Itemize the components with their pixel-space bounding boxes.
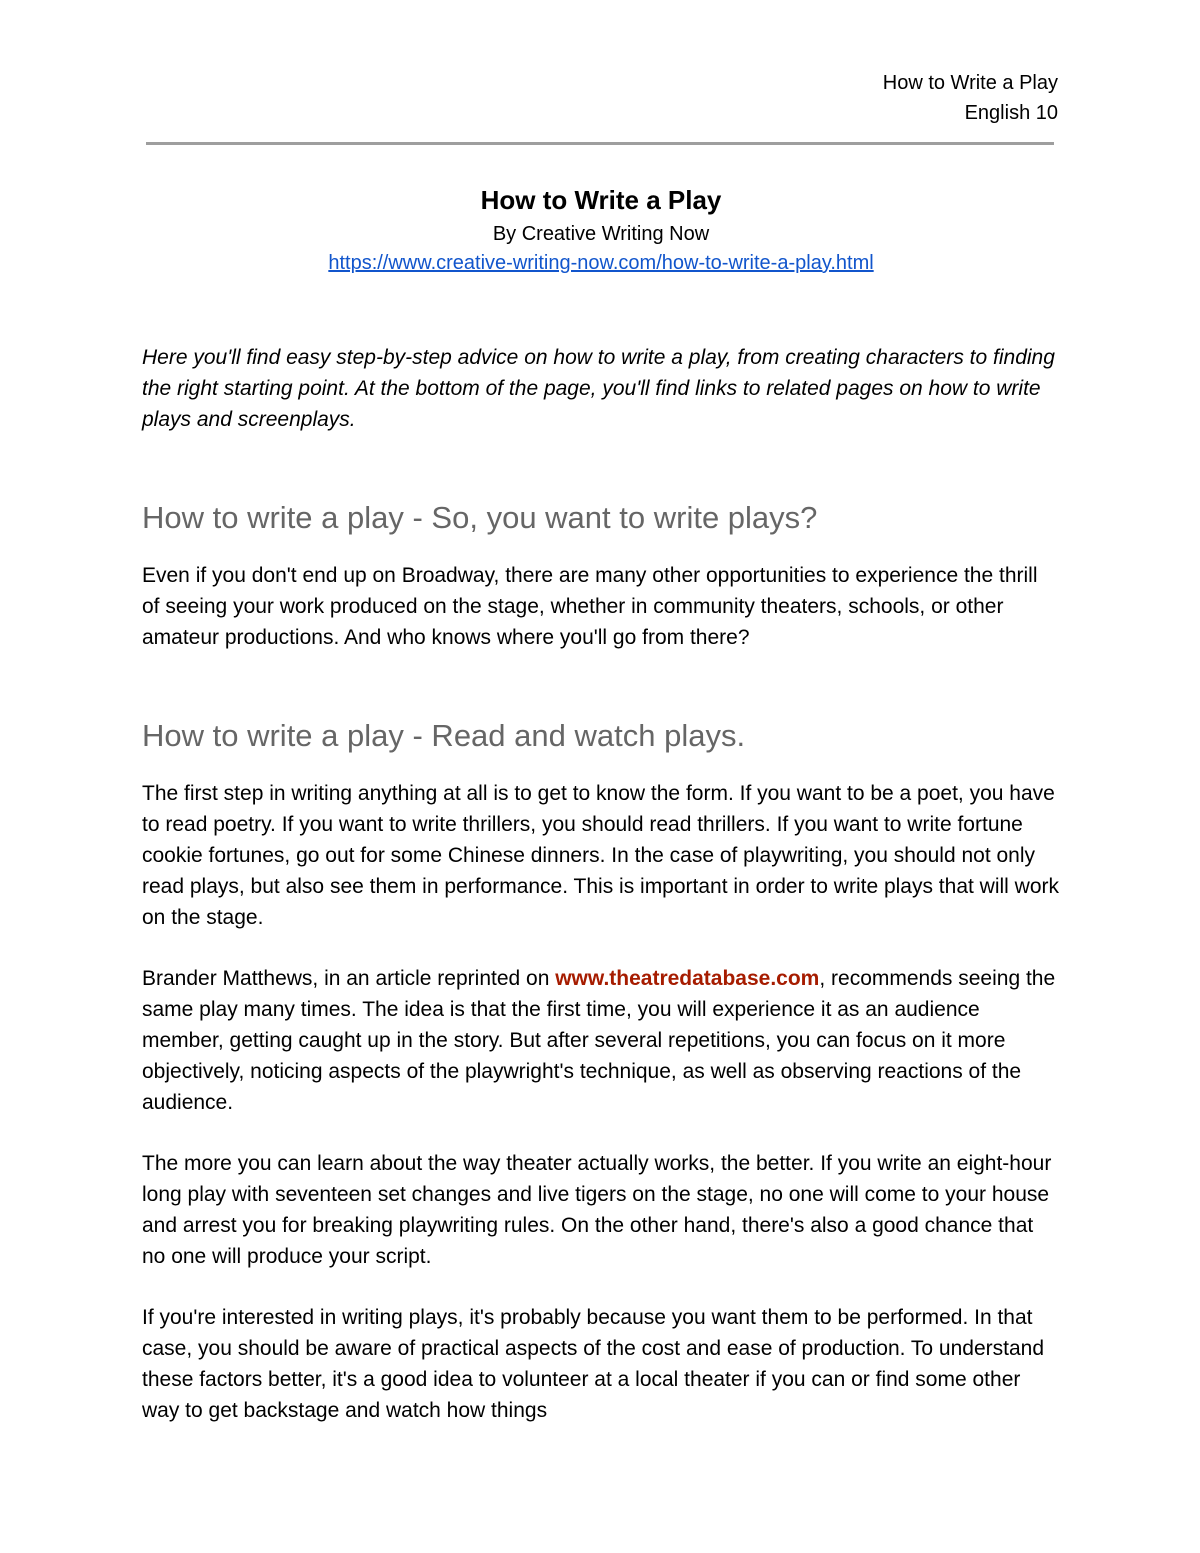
section-heading-want-to-write: How to write a play - So, you want to write plays? <box>142 500 818 535</box>
section2-paragraph-2 <box>142 963 1060 1118</box>
page-header <box>883 68 1058 128</box>
header-divider <box>146 142 1054 145</box>
section1-paragraph: Even if you don't end up on Broadway, there are many other opportunities to experience the thrill of seeing your work produced on the stage, whether in community theaters, schools, or other amateur productions. And who knows where you'll go from there? <box>142 564 1038 649</box>
section2-paragraph-1: The first step in writing anything at all is to get to know the form. If you want to be a poet, you have to read poetry. If you want to write thrillers, you should read thrillers. If you want to write fortune cookie fortunes, go out for some Chinese dinners. In the case of playwriting, you should not only read plays, but also see them in performance. This is important in order to write plays that will work on the stage. <box>142 782 1060 929</box>
intro-paragraph: Here you'll find easy step-by-step advice on how to write a play, from creating characters to finding the right starting point. At the bottom of the page, you'll find links to related pages on how to write plays and screenplays. <box>142 346 1055 431</box>
source-link[interactable]: https://www.creative-writing-now.com/how-to-write-a-play.html <box>328 252 874 274</box>
theatredatabase-link[interactable]: www.theatredatabase.com <box>555 967 820 990</box>
document-title: How to Write a Play <box>480 185 722 215</box>
section2-paragraph-4: If you're interested in writing plays, it's probably because you want them to be performed. In that case, you should be aware of practical aspects of the cost and ease of production. To understand these factors better, it's a good idea to volunteer at a local theater if you can or find some other way to get backstage and watch how things <box>142 1306 1045 1422</box>
section2-paragraph-3: The more you can learn about the way theater actually works, the better. If you write an eight-hour long play with seventeen set changes and live tigers on the stage, no one will come to your house and arrest you for breaking playwriting rules. On the other hand, there's also a good chance that no one will produce your script. <box>142 1152 1052 1268</box>
document-body <box>142 180 1060 1426</box>
header-course: English 10 <box>964 102 1058 124</box>
title-block <box>142 180 1060 278</box>
section-heading-read-and-watch: How to write a play - Read and watch plays. <box>142 718 746 753</box>
header-title: How to Write a Play <box>882 72 1058 94</box>
byline: By Creative Writing Now <box>492 223 710 245</box>
paragraph-text: , recommends seeing the same play many times. The idea is that the first time, you will experience it as an audience member, getting caught up in the story. But after several repetitions, you can focus on it more objectively, noticing aspects of the playwright's technique, as well as observing reactions of the audience. <box>142 967 1056 1114</box>
paragraph-text: Brander Matthews, in an article reprinted on <box>142 967 556 990</box>
